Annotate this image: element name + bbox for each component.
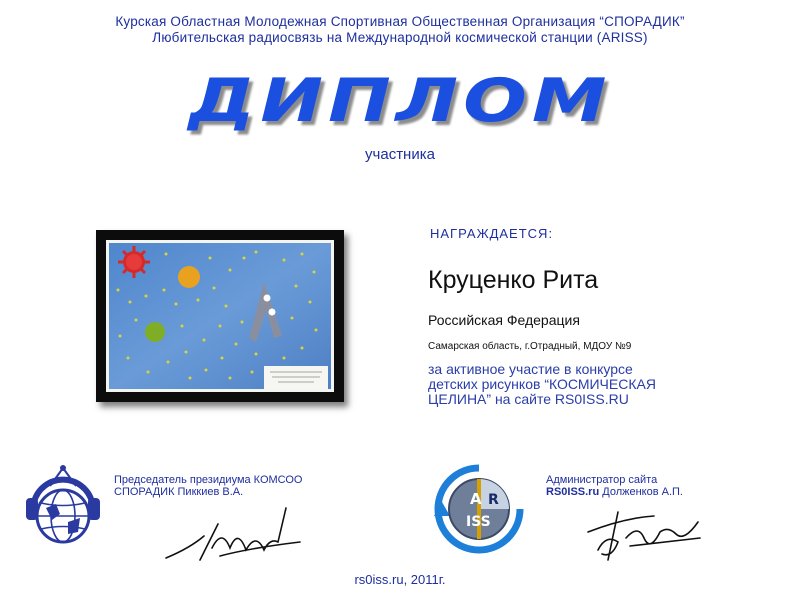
admin-site: RS0ISS.ru bbox=[546, 486, 600, 498]
admin-title bbox=[546, 474, 786, 498]
chair-title-line: СПОРАДИК Пиккиев В.А. bbox=[114, 486, 244, 498]
recipient-name: Круценко Рита bbox=[428, 266, 599, 294]
drawing-frame bbox=[96, 230, 344, 402]
admin-name: Долженков А.П. bbox=[599, 486, 683, 498]
ariss-logo bbox=[432, 462, 526, 556]
caption-card bbox=[264, 366, 328, 389]
chair-signature bbox=[160, 498, 310, 570]
child-space-drawing bbox=[106, 240, 334, 392]
orange-planet bbox=[178, 266, 200, 288]
award-reason-line: детских рисунков “КОСМИЧЕСКАЯ bbox=[428, 376, 656, 392]
awarded-label: НАГРАЖДАЕТСЯ: bbox=[430, 226, 554, 241]
ariss-logo-iss: ISS bbox=[466, 514, 491, 530]
green-planet bbox=[145, 322, 165, 342]
diploma-subtitle: участника bbox=[365, 146, 435, 163]
diploma-title: ДИПЛОМ bbox=[188, 66, 612, 136]
award-reason-line: ЦЕЛИНА” на сайте RS0ISS.RU bbox=[428, 391, 629, 407]
admin-signature bbox=[584, 502, 704, 568]
recipient-country: Российская Федерация bbox=[428, 312, 580, 328]
recipient-school: Самарская область, г.Отрадный, МДОУ №9 bbox=[428, 341, 632, 352]
chair-title bbox=[114, 474, 394, 498]
header-subtitle: Любительская радиосвязь на Международной космической станции (ARISS) bbox=[152, 30, 648, 45]
ariss-logo-r: R bbox=[488, 492, 499, 508]
admin-title-line: Администратор сайта bbox=[546, 474, 658, 486]
drawing-paper bbox=[106, 240, 334, 392]
chair-title-line: Председатель президиума КОМСОО bbox=[114, 474, 303, 486]
admin-name-line bbox=[546, 486, 786, 498]
sporadik-globe-logo bbox=[22, 458, 104, 554]
ariss-logo-a: A bbox=[470, 490, 482, 508]
footer-site-year: rs0iss.ru, 2011г. bbox=[354, 572, 446, 587]
header-organization: Курская Областная Молодежная Спортивная Общественная Организация “СПОРАДИК” bbox=[115, 14, 685, 29]
award-reason-line: за активное участие в конкурсе bbox=[428, 361, 633, 377]
award-reason bbox=[428, 362, 778, 407]
